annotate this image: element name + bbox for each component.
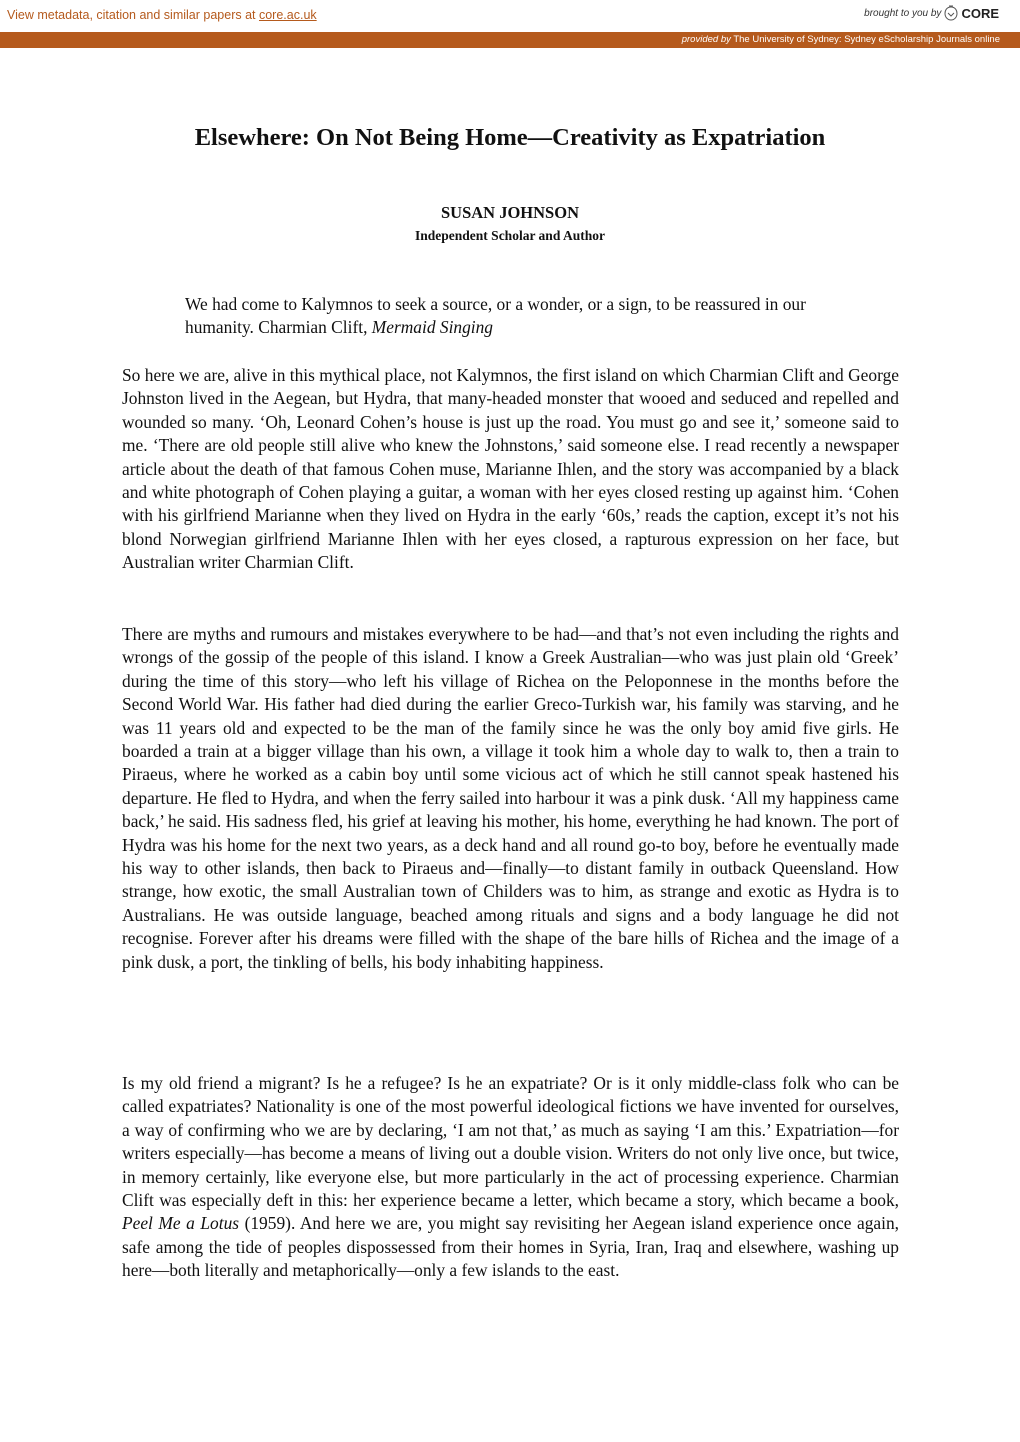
provided-by-label: provided by xyxy=(681,34,731,45)
paragraph-3-text-b: (1959). And here we are, you might say revisiting her Aegean island experience once again, safe among the tide of peoples dispossessed from their homes in Syria, Iran, Iraq and elsewhere, washing up here—both literally and metaphorically—only a few islands to the east. xyxy=(122,1213,900,1281)
provider-name: The University of Sydney: Sydney eScholarship Journals online xyxy=(730,34,1000,45)
body-paragraph-2: There are myths and rumours and mistakes everywhere to be had—and that’s not even including the rights and wrongs of the gossip of the people of this island. I know a Greek Australian—who was just plain old ‘Greek’ during the time of this story—who left his village of Richea on the Peloponnese in the months before the Second World War. His father had died during the earlier Greco-Turkish war, his family was starving, and he was 11 years old and expected to be the man of the family since he was the only boy amid five girls. He boarded a train at a bigger village than his own, a village it took him a whole day to walk to, then a train to Piraeus, where he worked as a cabin boy until some vicious act of which he still cannot speak hastened his departure. He fled to Hydra, and when the ferry sailed into harbour it was a pink dusk. ‘All my happiness came back,’ he said. His sadness fled, his grief at leaving his mother, his home, everything he had known. The port of Hydra was his home for the next two years, as a deck hand and all round go-to boy, before he eventually made his way to other islands, then back to Piraeus and—finally—to distant family in outback Queensland. How strange, how exotic, the small Australian town of Childers was to him, as strange and exotic as Hydra is to Australians. He was outside language, beached among rituals and signs and a body language he did not recognise. Forever after his dreams were filled with the shape of the bare hills of Richea and the image of a pink dusk, a port, the tinkling of bells, his body inhabiting happiness. xyxy=(122,624,899,972)
article-title: Elsewhere: On Not Being Home—Creativity as Expatriation xyxy=(194,124,826,151)
paragraph-3-text-a: Is my old friend a migrant? Is he a refugee? Is he an expatriate? Or is it only middle-class folk who can be called expatriates? Nationality is one of the most powerful ideological fictions we have invented for ourselves, a way of confirming who we are by declaring, ‘I am not that,’ as much as saying ‘I am this.’ Expatriation—for writers especially—has become a means of living out a double vision. Writers do not only live once, but twice, in memory certainly, like everyone else, but more particularly in the act of processing experience. Charmian Clift was especially deft in this: her experience became a letter, which became a story, which became a book, xyxy=(122,1073,899,1211)
epigraph-text: We had come to Kalymnos to seek a source, or a wonder, or a sign, to be reassured in our humanity. Charmian Clift, xyxy=(185,294,806,338)
core-metadata-text: View metadata, citation and similar papers at xyxy=(7,8,259,22)
core-logo-icon xyxy=(944,5,958,21)
core-brand-name: CORE xyxy=(961,5,999,21)
core-provider-bar xyxy=(0,32,1020,48)
core-brand[interactable] xyxy=(864,5,999,21)
body-paragraph-1: So here we are, alive in this mythical place, not Kalymnos, the first island on which Charmian Clift and George Johnston lived in the Aegean, but Hydra, that many-headed monster that wooed and seduced and repelled and wounded so many. ‘Oh, Leonard Cohen’s house is just up the road. You must go and see it,’ someone said to me. ‘There are old people still alive who knew the Johnstons,’ said someone else. I read recently a newspaper article about the death of that famous Cohen muse, Marianne Ihlen, and the story was accompanied by a black and white photograph of Cohen playing a guitar, a woman with her eyes closed resting up against him. ‘Cohen with his girlfriend Marianne when they lived on Hydra in the early ‘60s,’ reads the caption, except it’s not his blond Norwegian girlfriend Marianne Ihlen with her eyes closed, a rapturous expression on her face, but Australian writer Charmian Clift. xyxy=(122,365,899,573)
brought-to-you-text: brought to you by xyxy=(864,7,942,19)
core-header xyxy=(0,0,1020,32)
epigraph xyxy=(185,293,855,340)
book-title-peel-me-a-lotus: Peel Me a Lotus xyxy=(122,1213,240,1234)
core-link[interactable]: core.ac.uk xyxy=(258,8,317,22)
author-affiliation: Independent Scholar and Author xyxy=(415,228,605,243)
core-metadata-line xyxy=(7,8,317,22)
author-name: SUSAN JOHNSON xyxy=(441,203,579,222)
body-paragraph-3 xyxy=(122,1072,899,1283)
epigraph-source-title: Mermaid Singing xyxy=(371,317,494,338)
